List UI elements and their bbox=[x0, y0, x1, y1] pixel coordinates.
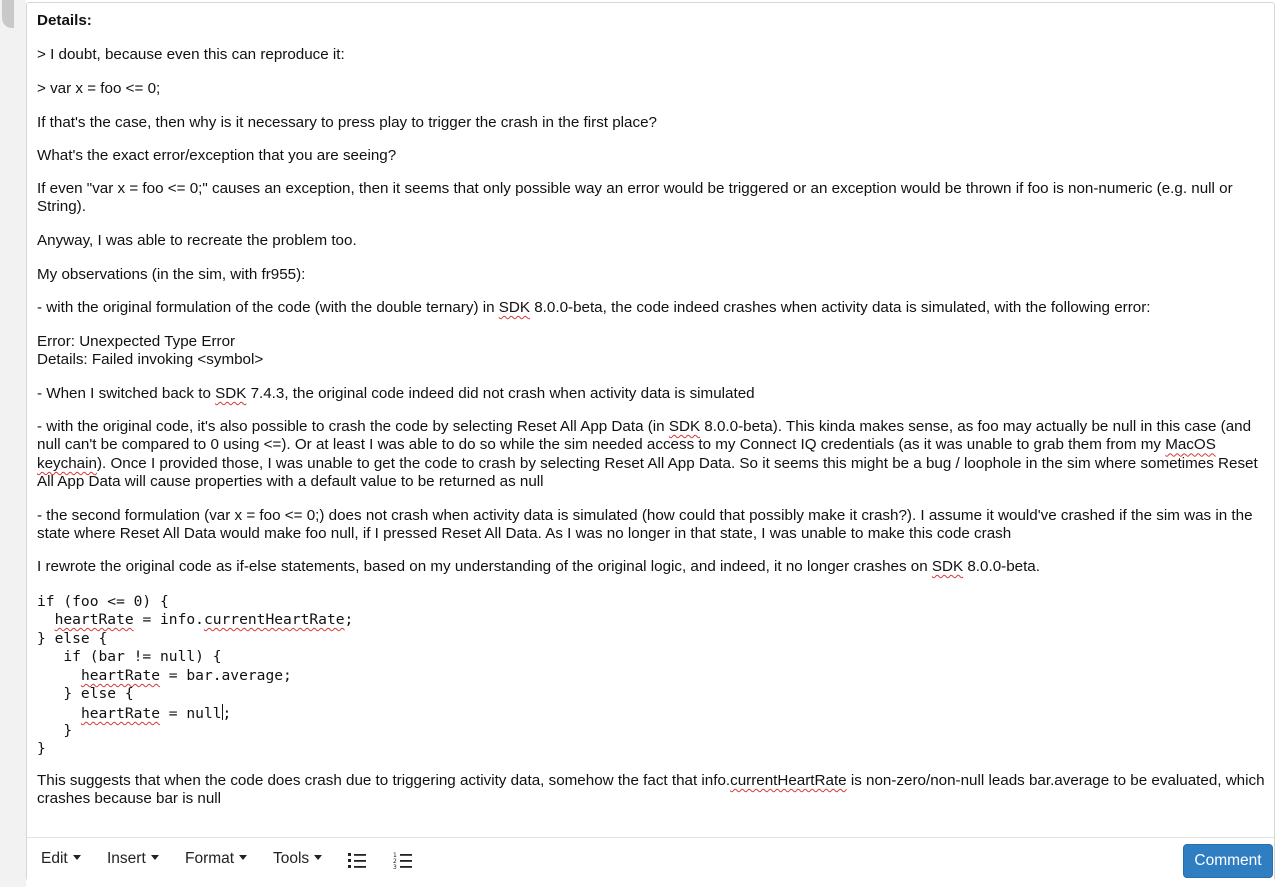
spell-flag-heartrate: heartRate bbox=[80, 667, 161, 684]
paragraph-rewrote: I rewrote the original code as if-else statements, based on my understanding of the original logic, and indeed, it no longer crashes on SDK 8.0.0-beta. bbox=[37, 558, 1040, 575]
spell-flag-sdk: SDK bbox=[668, 418, 701, 435]
editor-toolbar bbox=[27, 837, 1274, 882]
svg-text:3: 3 bbox=[393, 864, 397, 870]
code-line-1: if (foo <= 0) { bbox=[37, 593, 169, 610]
edit-menu[interactable]: Edit bbox=[41, 850, 81, 868]
tools-menu[interactable]: Tools bbox=[273, 850, 322, 868]
code-line-5: heartRate = bar.average; bbox=[80, 667, 292, 684]
chevron-down-icon bbox=[73, 855, 81, 860]
spell-flag-heartrate: heartRate bbox=[80, 705, 161, 722]
quote-line-2: > var x = foo <= 0; bbox=[37, 80, 161, 97]
comment-editor[interactable] bbox=[26, 2, 1275, 881]
spell-flag-currentheartrate: currentHeartRate bbox=[730, 772, 847, 789]
code-line-4: if (bar != null) { bbox=[37, 648, 222, 665]
paragraph-suggests: This suggests that when the code does crash due to triggering activity data, somehow the fact that info.currentHeartRate is non-zero/non-null leads bar.average to be evaluated, which crashes because bar is null bbox=[37, 772, 1265, 808]
code-line-8: } bbox=[37, 722, 73, 739]
code-line-9: } bbox=[37, 740, 46, 757]
quote-line-1: > I doubt, because even this can reproduce it: bbox=[37, 46, 345, 63]
code-line-3: } else { bbox=[37, 630, 108, 647]
error-line-2: Details: Failed invoking <symbol> bbox=[37, 351, 264, 368]
code-line-2: heartRate = info.currentHeartRate; bbox=[54, 611, 354, 628]
spell-flag-sdk: SDK bbox=[931, 558, 964, 575]
details-heading: Details: bbox=[37, 12, 92, 29]
svg-text:2: 2 bbox=[393, 858, 397, 865]
spell-flag-heartrate: heartRate bbox=[54, 611, 134, 628]
bullet-list-icon[interactable] bbox=[347, 850, 367, 870]
comment-button[interactable]: Comment bbox=[1183, 844, 1273, 878]
numbered-list-icon[interactable] bbox=[393, 850, 413, 870]
gutter-tab bbox=[2, 0, 14, 28]
insert-menu[interactable]: Insert bbox=[107, 850, 159, 868]
spell-flag-sdk: SDK bbox=[215, 385, 247, 402]
error-line-1: Error: Unexpected Type Error bbox=[37, 333, 236, 350]
spell-flag-macos: MacOS bbox=[1165, 436, 1216, 454]
code-line-7: heartRate = null; bbox=[80, 705, 232, 722]
format-menu[interactable]: Format bbox=[185, 850, 247, 868]
svg-text:1: 1 bbox=[393, 852, 397, 859]
paragraph-reset-app-data: - with the original code, it's also possible to crash the code by selecting Reset All App Data (in SDK 8.0.0-beta). This kinda makes sense, as foo may actually be null in this case (and null can't be compared to 0 using <=). Or at least I was able to do so while the sim needed access to my Connect IQ credentials (as it was unable to grab them from my MacOS keychain). Once I provided those, I was unable to get the code to crash by selecting Reset All App Data. So it seems this might be a bug / loophole in the sim where sometimes Reset All App Data will cause properties with a default value to be returned as null bbox=[37, 418, 1258, 491]
paragraph-exact-error: What's the exact error/exception that you are seeing? bbox=[37, 147, 397, 164]
paragraph-recreate: Anyway, I was able to recreate the problem too. bbox=[37, 232, 357, 249]
spell-flag-currentheartrate: currentHeartRate bbox=[203, 611, 345, 628]
chevron-down-icon bbox=[314, 855, 322, 860]
paragraph-why-play: If that's the case, then why is it necessary to press play to trigger the crash in the first place? bbox=[37, 114, 657, 131]
paragraph-observations: My observations (in the sim, with fr955): bbox=[37, 266, 306, 283]
chevron-down-icon bbox=[239, 855, 247, 860]
code-line-6: } else { bbox=[37, 685, 134, 702]
spell-flag-keychain: keychain bbox=[37, 454, 97, 472]
paragraph-non-numeric: If even "var x = foo <= 0;" causes an exception, then it seems that only possible way an error would be triggered or an exception would be thrown if foo is non-numeric (e.g. null or String). bbox=[37, 180, 1233, 216]
chevron-down-icon bbox=[151, 855, 159, 860]
left-gutter bbox=[0, 0, 26, 887]
paragraph-switched-back: - When I switched back to SDK 7.4.3, the original code indeed did not crash when activity data is simulated bbox=[37, 385, 755, 402]
spell-flag-sdk: SDK bbox=[498, 299, 531, 316]
paragraph-double-ternary: - with the original formulation of the code (with the double ternary) in SDK 8.0.0-beta, the code indeed crashes when activity data is simulated, with the following error: bbox=[37, 299, 1151, 316]
paragraph-second-formulation: - the second formulation (var x = foo <= 0;) does not crash when activity data is simulated (how could that possibly make it crash?). I assume it would've crashed if the sim was in the state where Reset All Data would make foo null, if I pressed Reset All Data. As I was no longer in that state, I was unable to make this code crash bbox=[37, 507, 1253, 543]
